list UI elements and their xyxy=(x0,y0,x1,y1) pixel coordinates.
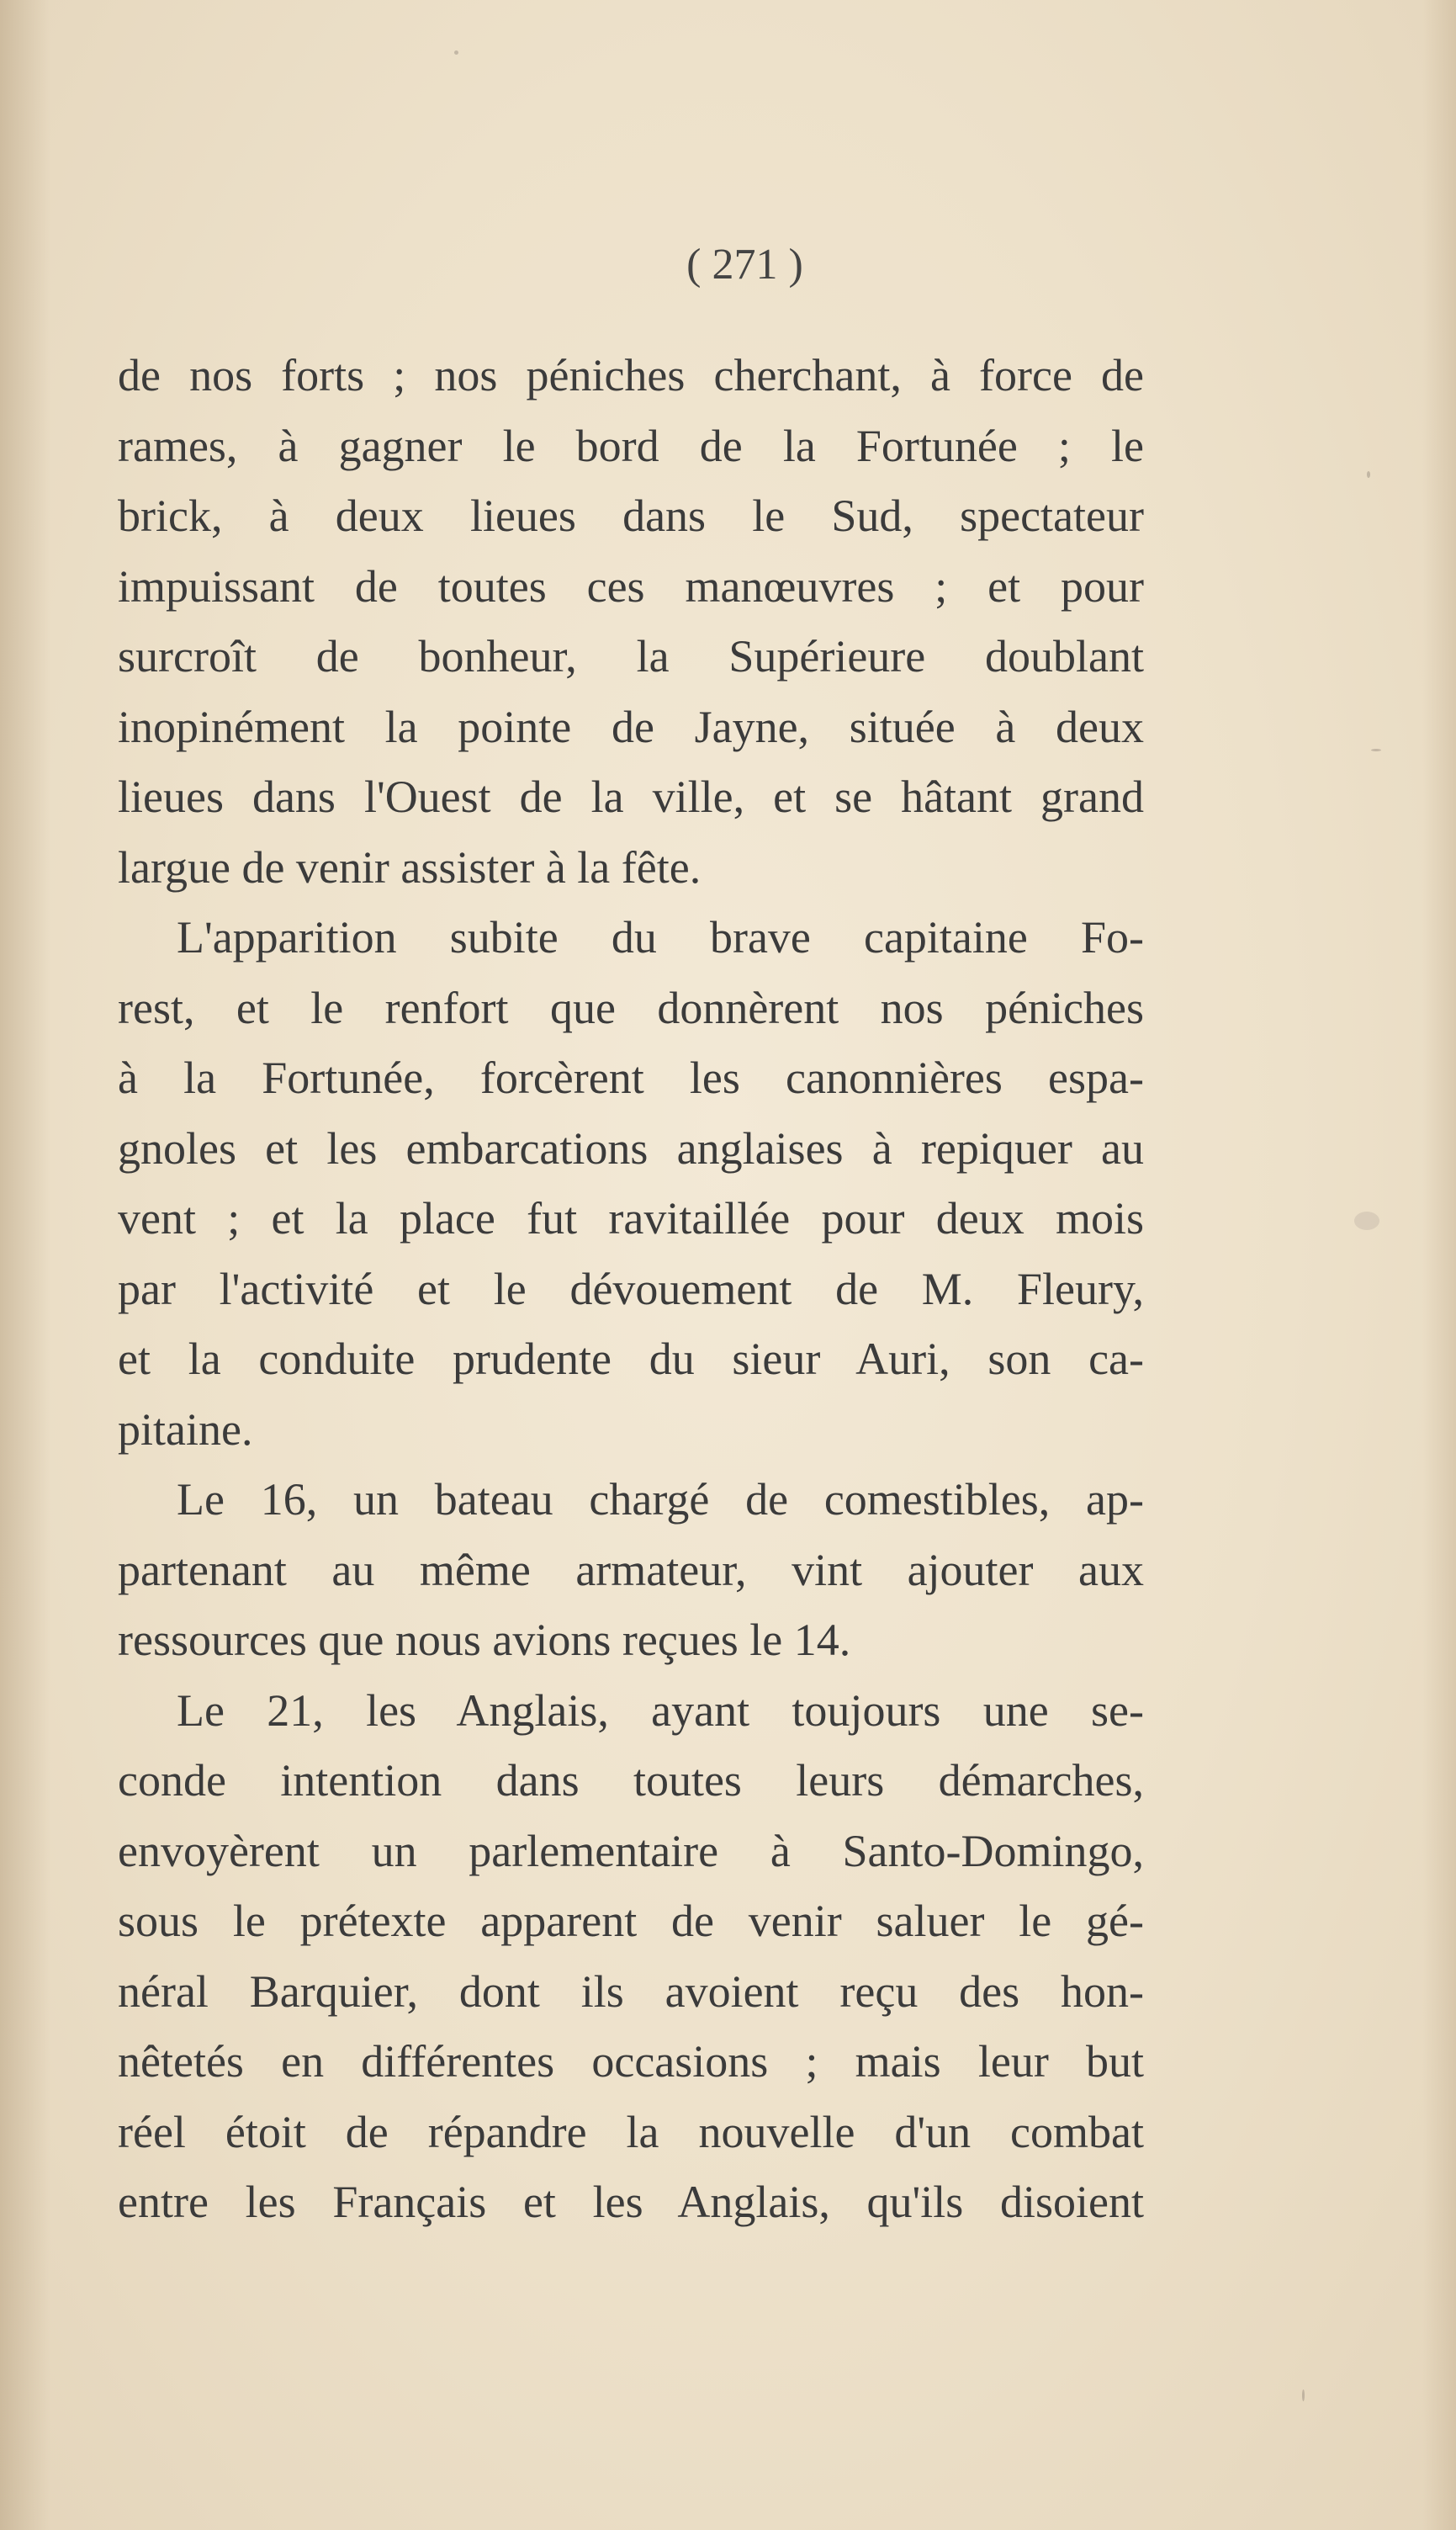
text-line: Le 16, un bateau chargé de comestibles, ap- xyxy=(177,1474,1144,1525)
paragraph-1 xyxy=(118,341,1144,903)
text-line: ressources que nous avions reçues le 14. xyxy=(118,1615,851,1665)
text-line: rames, à gagner le bord de la Fortunée ; le xyxy=(118,420,1144,471)
text-line: surcroît de bonheur, la Supérieure doublant xyxy=(118,631,1144,682)
text-line: entre les Français et les Anglais, qu'ils disoient xyxy=(118,2177,1144,2227)
paper-speck xyxy=(454,50,458,55)
text-line: réel étoit de répandre la nouvelle d'un combat xyxy=(118,2106,1144,2157)
text-line: Le 21, les Anglais, ayant toujours une se- xyxy=(177,1684,1144,1736)
text-line: et la conduite prudente du sieur Auri, son ca- xyxy=(118,1334,1144,1384)
text-line: partenant au même armateur, vint ajouter aux xyxy=(118,1544,1144,1595)
body-text xyxy=(118,341,1144,2238)
paragraph-4 xyxy=(118,1676,1144,2238)
text-line: conde intention dans toutes leurs démarches, xyxy=(118,1755,1144,1806)
text-line: brick, à deux lieues dans le Sud, spectateur xyxy=(118,491,1144,541)
text-line: à la Fortunée, forcèrent les canonnières espa- xyxy=(118,1053,1144,1103)
paragraph-3 xyxy=(118,1465,1144,1676)
text-line: vent ; et la place fut ravitaillée pour deux mois xyxy=(118,1193,1144,1244)
text-line: largue de venir assister à la fête. xyxy=(118,841,702,893)
text-line: nêtetés en différentes occasions ; mais leur but xyxy=(118,2036,1144,2087)
paper-speck xyxy=(1354,1212,1379,1230)
text-line: de nos forts ; nos péniches cherchant, à force de xyxy=(118,350,1144,400)
text-line: néral Barquier, dont ils avoient reçu des hon- xyxy=(118,1965,1144,2017)
text-line: pitaine. xyxy=(118,1403,253,1455)
paper-speck xyxy=(1367,471,1370,478)
paper-speck xyxy=(1371,749,1381,751)
text-line: sous le prétexte apparent de venir saluer le gé- xyxy=(118,1896,1144,1946)
paper-speck xyxy=(1302,2389,1305,2401)
text-line: impuissant de toutes ces manœuvres ; et pour xyxy=(118,560,1144,612)
text-line: lieues dans l'Ouest de la ville, et se hâtant grand xyxy=(118,772,1144,822)
text-line: inopinément la pointe de Jayne, située à deux xyxy=(118,701,1144,752)
text-line: par l'activité et le dévouement de M. Fleury, xyxy=(118,1263,1144,1314)
text-line: gnoles et les embarcations anglaises à repiquer au xyxy=(118,1122,1144,1174)
text-line: L'apparition subite du brave capitaine Fo- xyxy=(177,912,1144,963)
text-line: envoyèrent un parlementaire à Santo-Domingo, xyxy=(118,1825,1144,1876)
text-line: rest, et le renfort que donnèrent nos péniches xyxy=(118,982,1144,1033)
paragraph-2 xyxy=(118,903,1144,1465)
page-number: ( 271 ) xyxy=(686,241,803,289)
